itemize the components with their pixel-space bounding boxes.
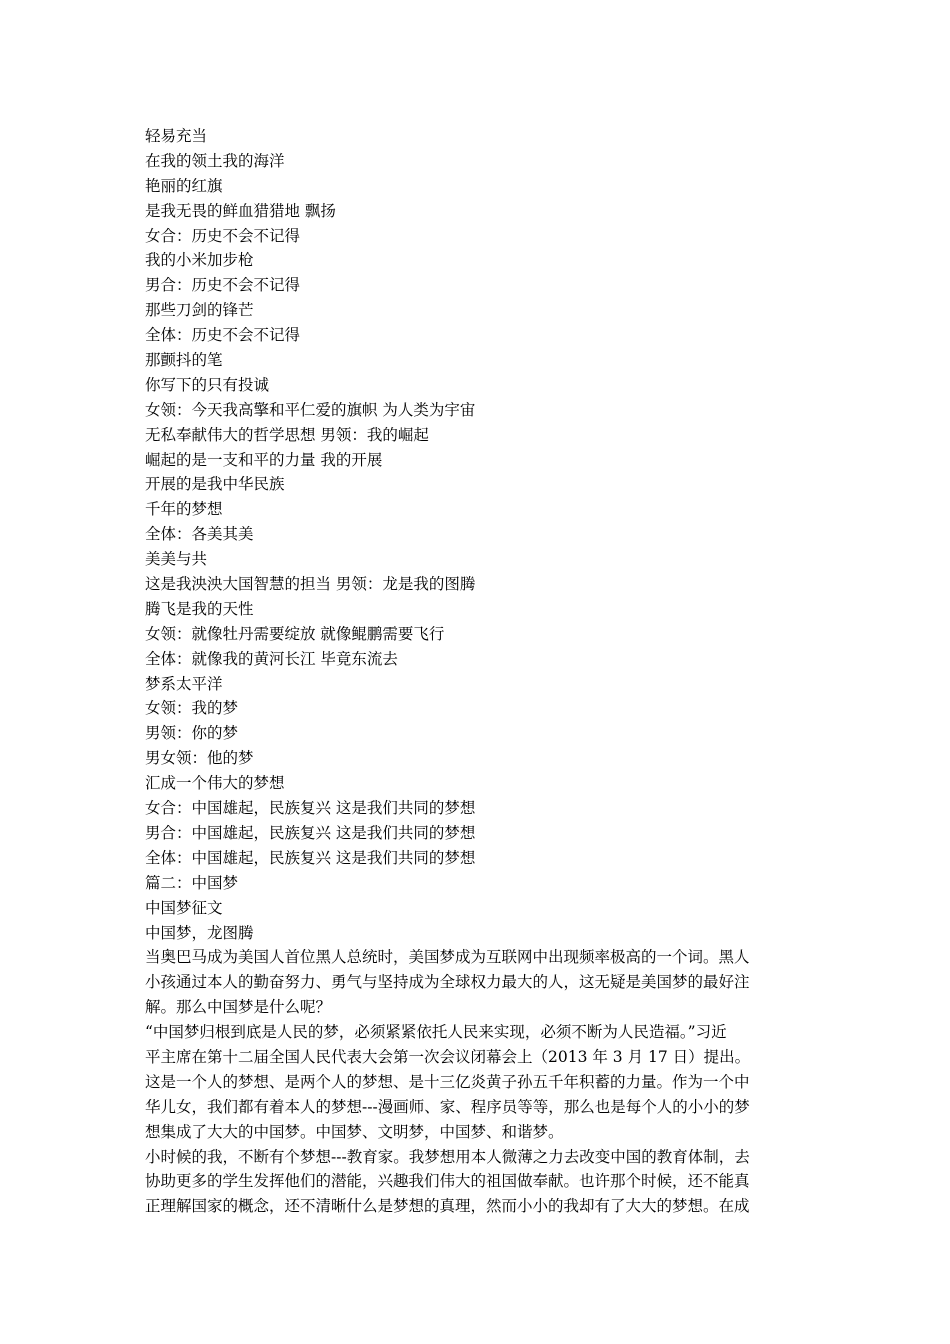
paragraph [145, 945, 813, 1020]
paragraph-line: 小孩通过本人的勤奋努力、勇气与坚持成为全球权力最大的人，这无疑是美国梦的最好注 [145, 973, 750, 992]
text-line: 女领：今天我高擎和平仁爱的旗帜 为人类为宇宙 [145, 400, 476, 419]
text-line: 我的小米加步枪 [145, 251, 254, 270]
essay-title: 中国梦征文 [145, 898, 223, 917]
text-line: 全体：中国雄起，民族复兴 这是我们共同的梦想 [145, 848, 476, 867]
text-line: 全体：就像我的黄河长江 毕竟东流去 [145, 649, 398, 668]
text-line: 艳丽的红旗 [145, 176, 223, 195]
text-line: 腾飞是我的天性 [145, 599, 254, 618]
paragraph-line: 华儿女，我们都有着本人的梦想---漫画师、家、程序员等等，那么也是每个人的小小的梦 [145, 1097, 750, 1116]
text-line: 崛起的是一支和平的力量 我的开展 [145, 450, 383, 469]
text-line: 那颤抖的笔 [145, 351, 223, 370]
text-line: 女领：我的梦 [145, 699, 239, 718]
document-body [145, 124, 813, 1219]
text-line: 千年的梦想 [145, 500, 223, 519]
paragraph-line: 想集成了大大的中国梦。中国梦、文明梦，中国梦、和谐梦。 [145, 1122, 564, 1141]
text-line: 梦系太平洋 [145, 674, 223, 693]
essay-subtitle: 中国梦，龙图腾 [145, 923, 254, 942]
text-line: 那些刀剑的锋芒 [145, 301, 254, 320]
paragraph [145, 1070, 813, 1145]
paragraph-line: 平主席在第十二届全国人民代表大会第一次会议闭幕会上（2013 年 3 月 17 日）提出。 [145, 1047, 751, 1066]
text-line: 无私奉献伟大的哲学思想 男领：我的崛起 [145, 425, 429, 444]
text-line: 在我的领土我的海洋 [145, 151, 285, 170]
text-line: 汇成一个伟大的梦想 [145, 774, 285, 793]
text-line: 美美与共 [145, 550, 208, 569]
text-line: 全体：历史不会不记得 [145, 326, 301, 345]
text-line: 全体：各美其美 [145, 525, 254, 544]
paragraph-line: 正理解国家的概念，还不清晰什么是梦想的真理，然而小小的我却有了大大的梦想。在成 [145, 1197, 750, 1216]
paragraph-line: 协助更多的学生发挥他们的潜能，兴趣我们伟大的祖国做奉献。也许那个时候，还不能真 [145, 1172, 750, 1191]
text-line: 轻易充当 [145, 127, 208, 145]
text-line: 是我无畏的鲜血猎猎地 飘扬 [145, 201, 336, 220]
text-line: 男领：你的梦 [145, 724, 239, 743]
paragraph-line: 这是一个人的梦想、是两个人的梦想、是十三亿炎黄子孙五千年积蓄的力量。作为一个中 [145, 1072, 750, 1091]
text-line: 男合：中国雄起，民族复兴 这是我们共同的梦想 [145, 823, 476, 842]
paragraph [145, 1145, 813, 1220]
text-line: 男合：历史不会不记得 [145, 276, 301, 295]
paragraph-line: 解。那么中国梦是什么呢？ [145, 998, 332, 1017]
paragraph-line: “中国梦归根到底是人民的梦，必须紧紧依托人民来实现，必须不断为人民造福。”习近 [145, 1023, 727, 1042]
paragraph-line: 当奥巴马成为美国人首位黑人总统时，美国梦成为互联网中出现频率极高的一个词。黑人 [145, 948, 750, 967]
paragraph-line: 小时候的我，不断有个梦想---教育家。我梦想用本人微薄之力去改变中国的教育体制，去 [145, 1147, 750, 1166]
text-line: 这是我泱泱大国智慧的担当 男领：龙是我的图腾 [145, 575, 476, 594]
text-line: 女合：历史不会不记得 [145, 226, 301, 245]
paragraph [145, 1020, 813, 1070]
text-line: 开展的是我中华民族 [145, 475, 285, 494]
section-heading: 篇二：中国梦 [145, 873, 239, 892]
text-line: 女领：就像牡丹需要绽放 就像鲲鹏需要飞行 [145, 624, 445, 643]
text-line: 女合：中国雄起，民族复兴 这是我们共同的梦想 [145, 799, 476, 818]
text-line: 男女领：他的梦 [145, 749, 254, 768]
text-line: 你写下的只有投诚 [145, 375, 270, 394]
